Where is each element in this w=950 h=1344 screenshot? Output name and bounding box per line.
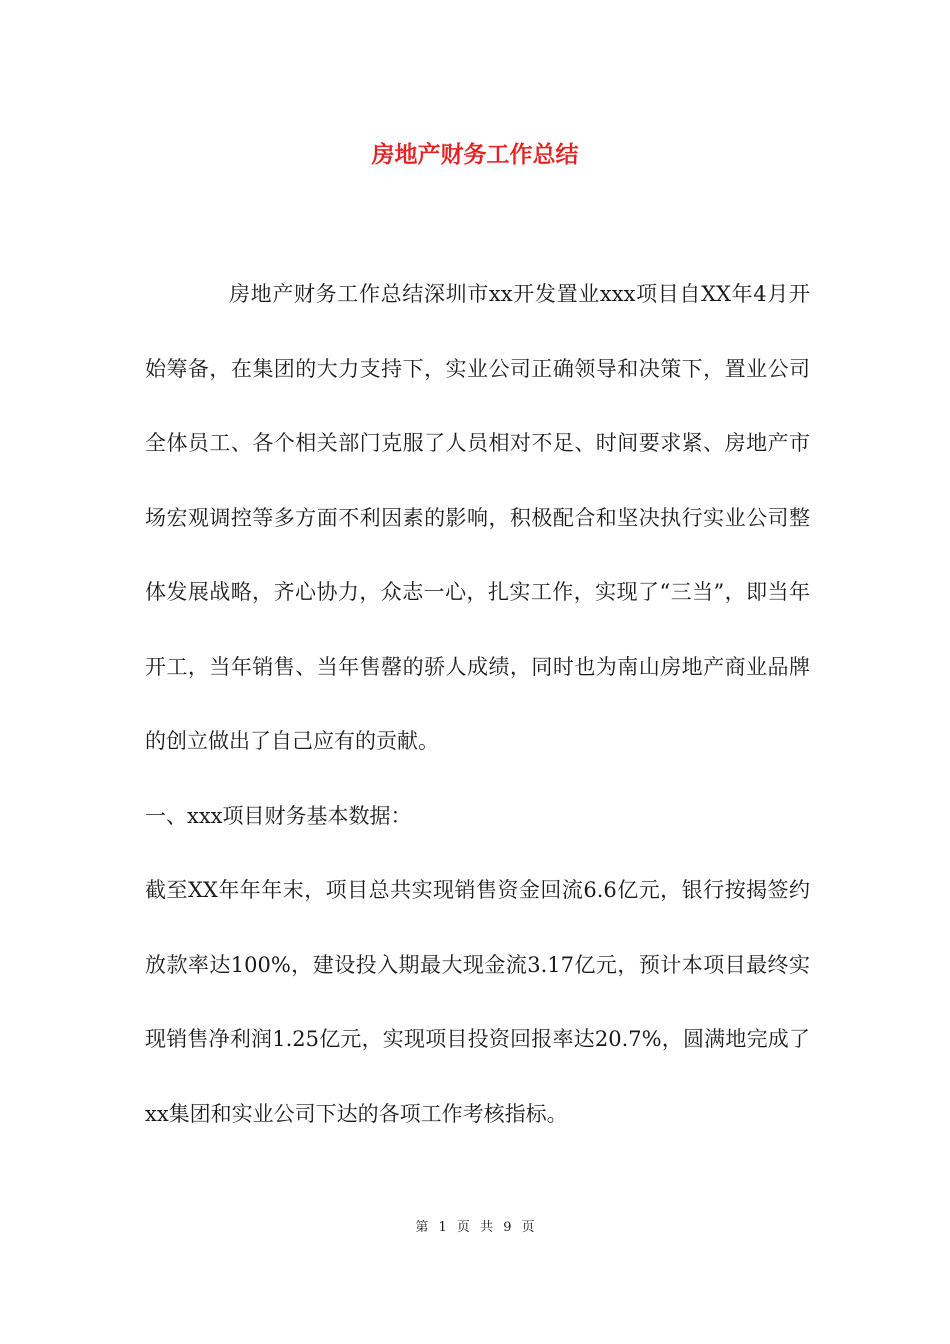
section-heading: 一、xxx项目财务基本数据： (145, 804, 412, 828)
document-title: 房地产财务工作总结 (371, 141, 579, 168)
section-paragraph: 截至XX年年年末，项目总共实现销售资金回流6.6亿元，银行按揭签约放款率达100%，建设投入期最大现金流3.17亿元，预计本项目最终实现销售净利润1.25亿元，实现项目投资回报率达20.7%，圆满地完成了xx集团和实业公司下达的各项工作考核指标。 (145, 878, 810, 1126)
page-number-footer: 第 1 页 共 9 页 (415, 1220, 535, 1235)
intro-paragraph: 房地产财务工作总结深圳市xx开发置业xxx项目自XX年4月开始筹备，在集团的大力支持下，实业公司正确领导和决策下，置业公司全体员工、各个相关部门克服了人员相对不足、时间要求紧、房地产市场宏观调控等多方面不利因素的影响，积极配合和坚决执行实业公司整体发展战略，齐心协力，众志一心，扎实工作，实现了“三当”，即当年开工，当年销售、当年售罄的骄人成绩，同时也为南山房地产商业品牌的创立做出了自己应有的贡献。 (145, 282, 810, 753)
